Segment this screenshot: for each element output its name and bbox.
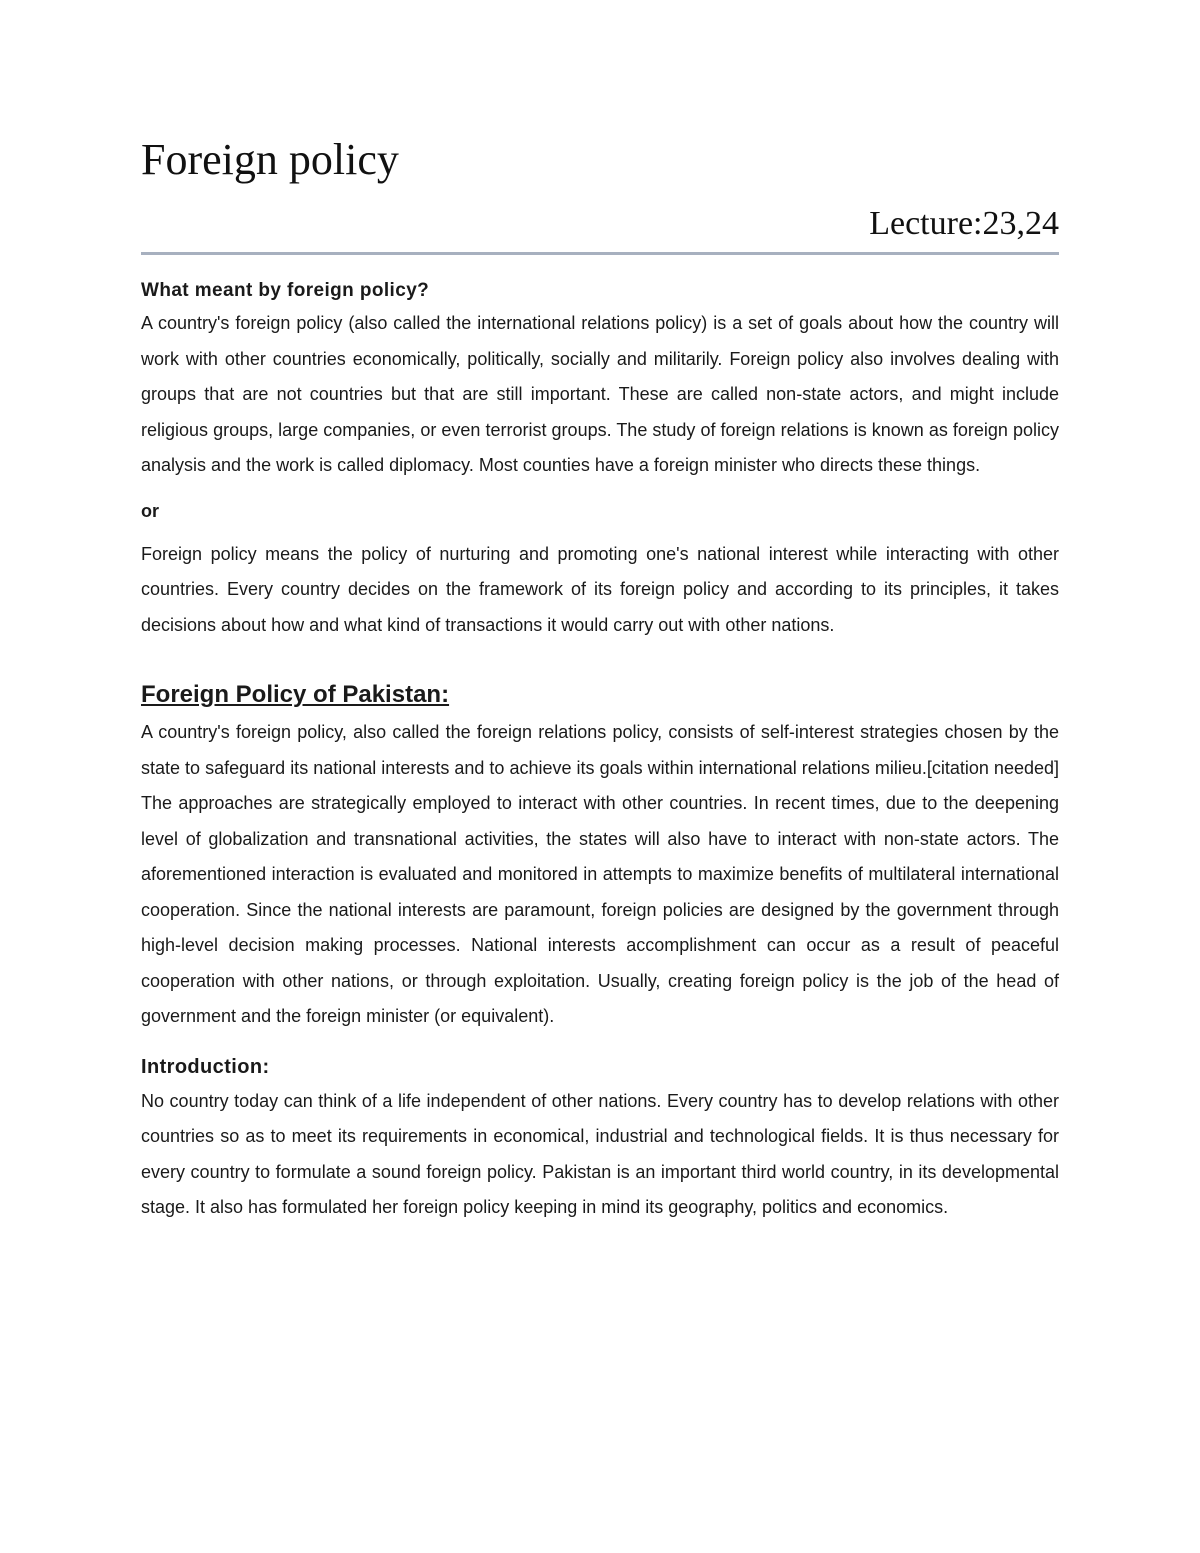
definition-paragraph: A country's foreign policy (also called the international relations policy) is a set of goals about how the country will work with other countries economically, politically, socially and militarily. Foreign policy also involves dealing with groups that are not countries but that are still important. These are called non-state actors, and might include religious groups, large companies, or even terrorist groups. The study of foreign relations is known as foreign policy analysis and the work is called diplomacy. Most counties have a foreign minister who directs these things. bbox=[141, 313, 1059, 475]
introduction-heading: Introduction: bbox=[141, 1055, 270, 1078]
document-title: Foreign policy bbox=[141, 135, 399, 184]
pakistan-policy-paragraph: A country's foreign policy, also called the foreign relations policy, consists of self-interest strategies chosen by the state to safeguard its national interests and to achieve its goals within international relations milieu.[citation needed] The approaches are strategically employed to interact with other countries. In recent times, due to the deepening level of globalization and transnational activities, the states will also have to interact with non-state actors. The aforementioned interaction is evaluated and monitored in attempts to maximize benefits of multilateral international cooperation. Since the national interests are paramount, foreign policies are designed by the government through high-level decision making processes. National interests accomplishment can occur as a result of peaceful cooperation with other nations, or through exploitation. Usually, creating foreign policy is the job of the head of government and the foreign minister (or equivalent). bbox=[141, 722, 1059, 1026]
lecture-subtitle: Lecture:23,24 bbox=[869, 205, 1059, 242]
document-page bbox=[141, 130, 1059, 1226]
pakistan-policy-heading: Foreign Policy of Pakistan: bbox=[141, 681, 450, 708]
title-divider bbox=[141, 252, 1059, 255]
definition-heading: What meant by foreign policy? bbox=[141, 280, 430, 301]
alternate-definition-paragraph: Foreign policy means the policy of nurturing and promoting one's national interest while interacting with other countries. Every country decides on the framework of its foreign policy and according to its principles, it takes decisions about how and what kind of transactions it would carry out with other nations. bbox=[141, 543, 1059, 635]
introduction-paragraph: No country today can think of a life independent of other nations. Every country has to develop relations with other countries so as to meet its requirements in economical, industrial and technological fields. It is thus necessary for every country to formulate a sound foreign policy. Pakistan is an important third world country, in its developmental stage. It also has formulated her foreign policy keeping in mind its geography, politics and economics. bbox=[141, 1090, 1059, 1217]
or-label: or bbox=[141, 500, 159, 521]
